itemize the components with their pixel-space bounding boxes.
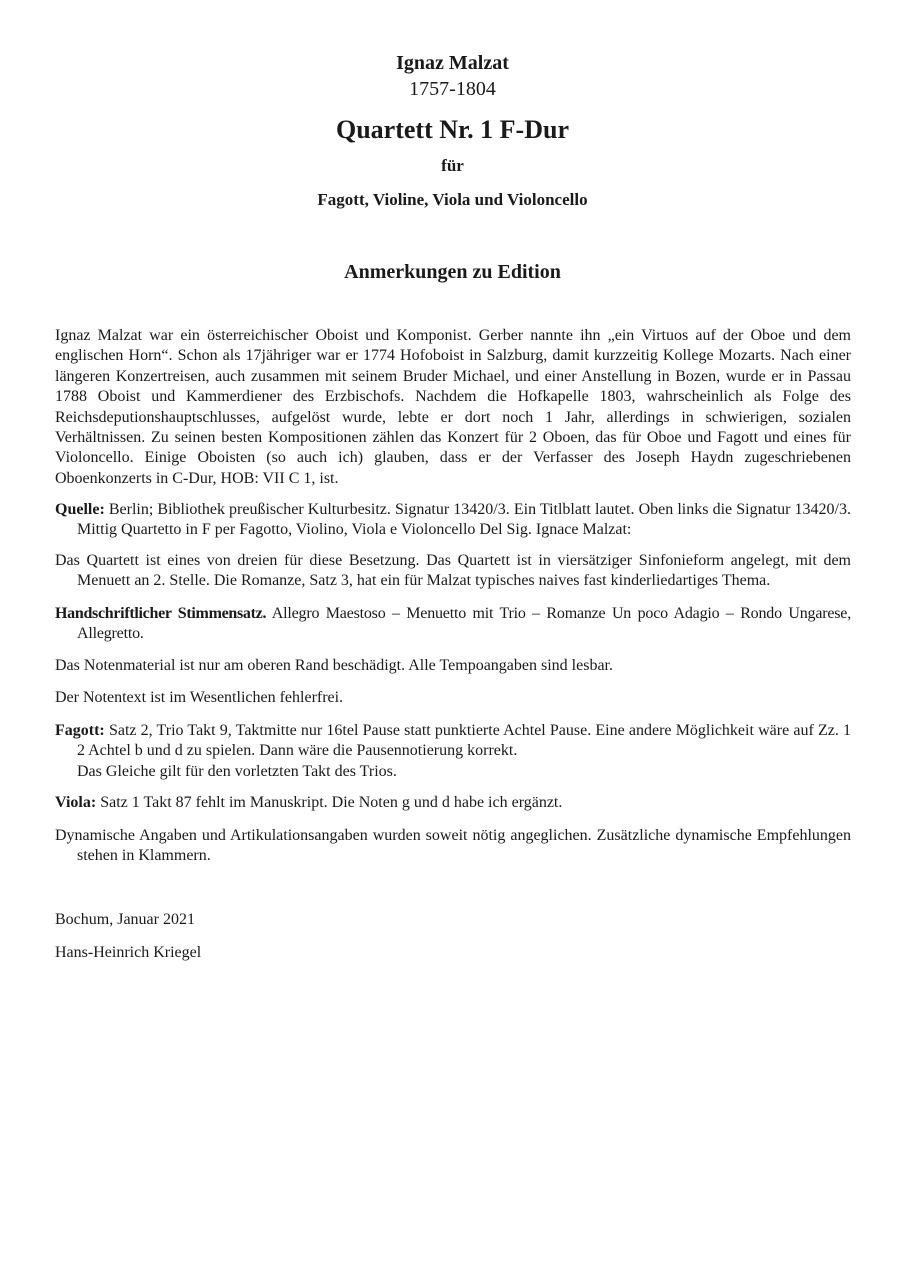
stimmensatz-label: Handschriftlicher Stimmensatz.	[55, 605, 267, 622]
fagott-label: Fagott:	[55, 722, 105, 739]
fagott-text: Satz 2, Trio Takt 9, Taktmitte nur 16tel Pause statt punktierte Achtel Pause. Eine andere Möglichkeit wäre auf Zz. 1 2 Achtel b und d zu spielen. Dann wäre die Pausennotierung korrekt.	[77, 722, 851, 760]
quartett-paragraph: Das Quartett ist eines von dreien für diese Besetzung. Das Quartett ist in viersätziger Sinfonieform angelegt, mit dem Menuett an 2. Stelle. Die Romanze, Satz 3, hat ein für Malzat typisches naives fast kinderliedartiges Thema.	[55, 552, 851, 590]
quelle-label: Quelle:	[55, 501, 105, 518]
viola-text: Satz 1 Takt 87 fehlt im Manuskript. Die Noten g und d habe ich ergänzt.	[96, 794, 563, 811]
composer-name: Ignaz Malzat	[396, 52, 509, 74]
dynamik-paragraph: Dynamische Angaben und Artikulationsangaben wurden soweit nötig angeglichen. Zusätzliche dynamische Empfehlungen stehen in Klammern.	[55, 827, 851, 865]
work-fuer: für	[441, 156, 464, 175]
quelle-paragraph	[55, 500, 851, 541]
notentext-paragraph: Der Notentext ist im Wesentlichen fehlerfrei.	[55, 689, 344, 706]
composer-dates: 1757-1804	[409, 78, 496, 100]
intro-paragraph: Ignaz Malzat war ein österreichischer Oboist und Komponist. Gerber nannte ihn „ein Virtuos auf der Oboe und dem englischen Horn“. Schon als 17jähriger war er 1774 Hofoboist in Salzburg, damit kurzzeitig Kollege Mozarts. Nach einer längeren Konzertreisen, auch zusammen mit seinem Bruder Michael, und einer Anstellung in Bozen, wurde er in Passau 1788 Oboist und Kammerdiener des Erzbischofs. Nachdem die Hofkapelle 1803, wahrscheinlich als Folge des Reichsdeputionshauptschlusses, aufgelöst wurde, lebte er dort noch 1 Jahr, allerdings in schwierigen, sozialen Verhältnissen. Zu seinen besten Kompositionen zählen das Konzert für 2 Oboen, das für Oboe und Fagott und eines für Violoncello. Einige Oboisten (so auch ich) glauben, dass er der Verfasser des Joseph Haydn zugeschriebenen Oboenkonzerts in C-Dur, HOB: VII C 1, ist.	[55, 327, 851, 487]
work-instruments: Fagott, Violine, Viola und Violoncello	[317, 190, 588, 209]
viola-paragraph	[55, 793, 851, 813]
signoff-place-date: Bochum, Januar 2021	[55, 911, 195, 928]
work-title: Quartett Nr. 1 F-Dur	[336, 115, 569, 144]
quelle-text: Berlin; Bibliothek preußischer Kulturbesitz. Signatur 13420/3. Ein Titlblatt lautet. Oben links die Signatur 13420/3. Mittig Quartetto in F per Fagotto, Violino, Viola e Violoncello Del Sig. Ignace Malzat:	[77, 501, 851, 539]
viola-label: Viola:	[55, 794, 97, 811]
fagott-paragraph	[55, 721, 851, 782]
stimmensatz-text: Allegro Maestoso – Menuetto mit Trio – Romanze Un poco Adagio – Rondo Ungarese, Allegretto.	[77, 605, 851, 643]
section-heading: Anmerkungen zu Edition	[344, 261, 561, 283]
stimmensatz-paragraph	[55, 604, 851, 645]
material-paragraph: Das Notenmaterial ist nur am oberen Rand beschädigt. Alle Tempoangaben sind lesbar.	[55, 657, 613, 674]
fagott-continuation: Das Gleiche gilt für den vorletzten Takt des Trios.	[77, 762, 397, 780]
signoff-author: Hans-Heinrich Kriegel	[55, 944, 202, 961]
